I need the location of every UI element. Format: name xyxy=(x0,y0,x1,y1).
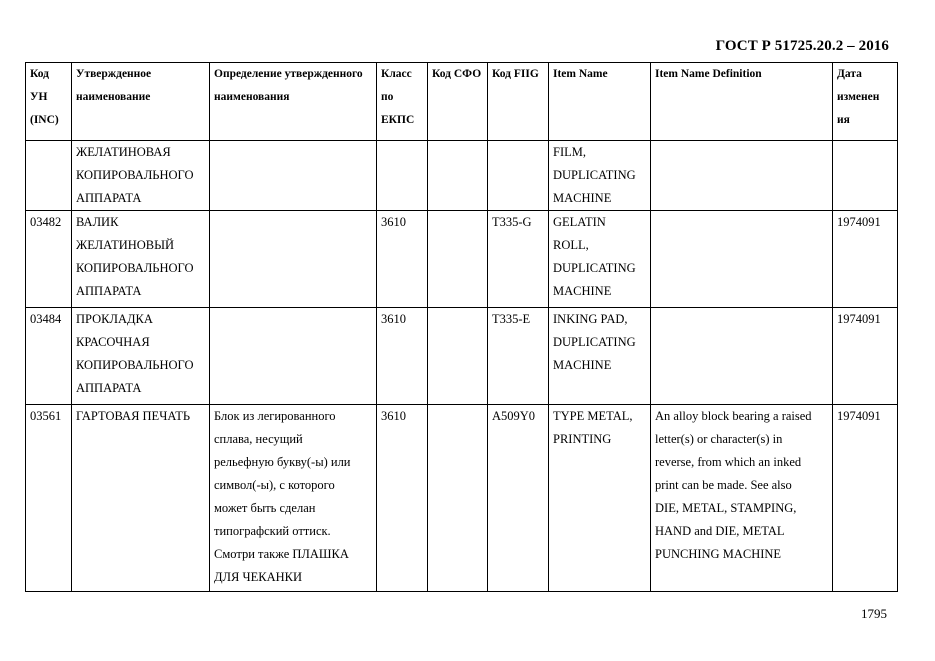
cell-item-name: FILM, DUPLICATING MACHINE xyxy=(549,141,651,211)
cell-approved-name: ВАЛИК ЖЕЛАТИНОВЫЙ КОПИРОВАЛЬНОГО АППАРАТА xyxy=(72,211,210,308)
table-row xyxy=(26,141,898,211)
cell-item-name-definition xyxy=(651,308,833,405)
cell-item-name: TYPE METAL, PRINTING xyxy=(549,405,651,592)
cell-item-name-definition: An alloy block bearing a raised letter(s) or character(s) in reverse, from which an inked print can be made. See also DIE, METAL, STAMPING, HAND and DIE, METAL PUNCHING MACHINE xyxy=(651,405,833,592)
col-header-approved-name: Утвержденное наименование xyxy=(72,63,210,141)
cell-inc xyxy=(26,141,72,211)
cell-inc: 03561 xyxy=(26,405,72,592)
cell-fiig: T335-G xyxy=(488,211,549,308)
col-header-class: Класс по ЕКПС xyxy=(377,63,428,141)
col-header-item-name-definition: Item Name Definition xyxy=(651,63,833,141)
cell-date: 1974091 xyxy=(833,405,898,592)
cell-sfo xyxy=(428,405,488,592)
cell-item-name-definition xyxy=(651,141,833,211)
cell-sfo xyxy=(428,211,488,308)
cell-approved-name: ГАРТОВАЯ ПЕЧАТЬ xyxy=(72,405,210,592)
table-row xyxy=(26,308,898,405)
cell-item-name-definition xyxy=(651,211,833,308)
page-number: 1795 xyxy=(861,606,887,621)
document-header: ГОСТ Р 51725.20.2 – 2016 xyxy=(715,38,889,54)
table-row xyxy=(26,405,898,592)
cell-definition xyxy=(210,141,377,211)
cell-class: 3610 xyxy=(377,308,428,405)
cell-inc: 03484 xyxy=(26,308,72,405)
cell-class: 3610 xyxy=(377,211,428,308)
col-header-sfo: Код СФО xyxy=(428,63,488,141)
cell-class: 3610 xyxy=(377,405,428,592)
cell-definition xyxy=(210,308,377,405)
cell-class xyxy=(377,141,428,211)
cell-date: 1974091 xyxy=(833,211,898,308)
cell-inc: 03482 xyxy=(26,211,72,308)
cell-fiig: A509Y0 xyxy=(488,405,549,592)
cell-definition: Блок из легированного сплава, несущий рельефную букву(-ы) или символ(-ы), с которого может быть сделан типографский оттиск. Смотри также ПЛАШКА ДЛЯ ЧЕКАНКИ xyxy=(210,405,377,592)
col-header-date: Дата изменен ия xyxy=(833,63,898,141)
cell-approved-name: ЖЕЛАТИНОВАЯ КОПИРОВАЛЬНОГО АППАРАТА xyxy=(72,141,210,211)
col-header-fiig: Код FIIG xyxy=(488,63,549,141)
cell-fiig xyxy=(488,141,549,211)
col-header-inc: Код УН (INC) xyxy=(26,63,72,141)
table-row xyxy=(26,211,898,308)
cell-fiig: T335-E xyxy=(488,308,549,405)
cell-sfo xyxy=(428,141,488,211)
catalog-table xyxy=(25,62,898,592)
cell-approved-name: ПРОКЛАДКА КРАСОЧНАЯ КОПИРОВАЛЬНОГО АППАРАТА xyxy=(72,308,210,405)
col-header-item-name: Item Name xyxy=(549,63,651,141)
table-header-row xyxy=(26,63,898,141)
cell-sfo xyxy=(428,308,488,405)
cell-item-name: GELATIN ROLL, DUPLICATING MACHINE xyxy=(549,211,651,308)
cell-definition xyxy=(210,211,377,308)
cell-date: 1974091 xyxy=(833,308,898,405)
cell-item-name: INKING PAD, DUPLICATING MACHINE xyxy=(549,308,651,405)
col-header-definition: Определение утвержденного наименования xyxy=(210,63,377,141)
cell-date xyxy=(833,141,898,211)
